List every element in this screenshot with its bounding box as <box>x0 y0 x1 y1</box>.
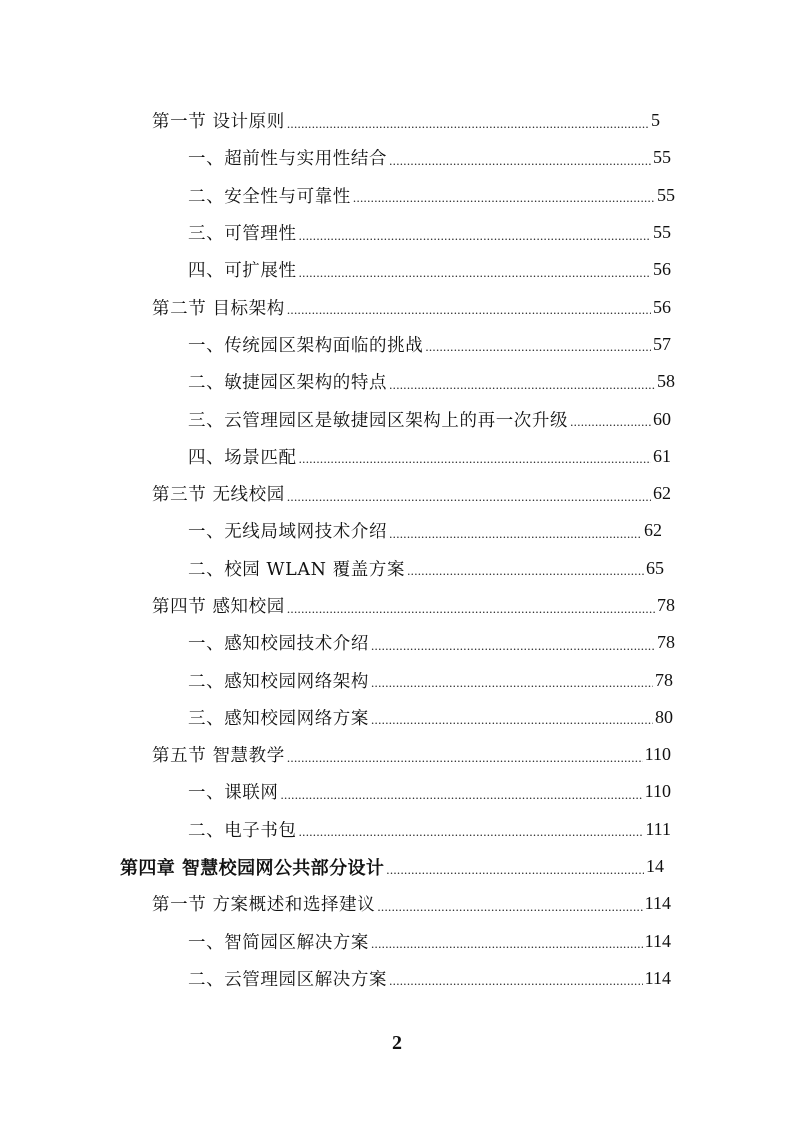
toc-entry-title: 一、超前性与实用性结合 <box>188 149 388 170</box>
toc-entry-title: 第五节 智慧教学 <box>152 746 285 767</box>
dot-leader <box>299 228 651 244</box>
toc-entry[interactable] <box>0 773 794 810</box>
toc-entry-page: 78 <box>657 632 675 653</box>
toc-entry-title: 二、校园 WLAN 覆盖方案 <box>188 559 406 580</box>
toc-entry-page: 114 <box>644 930 671 951</box>
toc-entry-page: 55 <box>653 222 671 243</box>
toc-entry[interactable] <box>0 587 794 624</box>
toc-entry[interactable] <box>0 960 794 997</box>
toc-entry-page: 5 <box>651 110 660 131</box>
toc-entry-title: 四、场景匹配 <box>188 447 297 468</box>
toc-entry-title: 二、云管理园区解决方案 <box>188 969 388 990</box>
toc-entry-title: 第三节 无线校园 <box>152 485 285 506</box>
toc-entry-page: 55 <box>653 147 671 168</box>
toc-entry-page: 110 <box>644 744 671 765</box>
toc-entry[interactable] <box>0 177 794 214</box>
toc-entry-page: 110 <box>644 781 671 802</box>
dot-leader <box>371 936 643 952</box>
toc-entry[interactable] <box>0 512 794 549</box>
toc-entry-title: 一、智简园区解决方案 <box>188 932 369 953</box>
dot-leader <box>389 377 655 393</box>
toc-entry-page: 65 <box>646 557 664 578</box>
toc-entry[interactable] <box>0 288 794 325</box>
toc-entry-page: 58 <box>657 371 675 392</box>
dot-leader <box>570 414 651 430</box>
toc-entry[interactable] <box>0 736 794 773</box>
toc-entry-title: 一、无线局域网技术介绍 <box>188 522 388 543</box>
dot-leader <box>287 601 655 617</box>
dot-leader <box>371 638 655 654</box>
dot-leader <box>425 339 651 355</box>
toc-entry-title: 第二节 目标架构 <box>152 298 285 319</box>
toc-entry-title: 一、课联网 <box>188 783 279 804</box>
toc-entry-page: 56 <box>653 259 671 280</box>
toc-entry[interactable] <box>0 139 794 176</box>
toc-entry-title: 三、可管理性 <box>188 224 297 245</box>
toc-entry[interactable] <box>0 251 794 288</box>
toc-entry-page: 114 <box>644 893 671 914</box>
toc-entry-page: 55 <box>657 184 675 205</box>
toc-entry[interactable] <box>0 923 794 960</box>
toc-entry-page: 56 <box>653 296 671 317</box>
toc-entry[interactable] <box>0 363 794 400</box>
dot-leader <box>299 824 644 840</box>
toc-entry[interactable] <box>0 661 794 698</box>
toc-entry-page: 61 <box>653 445 671 466</box>
dot-leader <box>389 153 651 169</box>
dot-leader <box>389 526 642 542</box>
dot-leader <box>281 787 643 803</box>
dot-leader <box>386 862 644 878</box>
toc-entry-page: 78 <box>655 669 673 690</box>
toc-entry[interactable] <box>0 102 794 139</box>
toc-entry-page: 114 <box>644 967 671 988</box>
toc-entry[interactable] <box>0 438 794 475</box>
toc-entry-page: 80 <box>655 706 673 727</box>
toc-entry[interactable] <box>0 624 794 661</box>
toc-entry[interactable] <box>0 550 794 587</box>
page-number: 2 <box>392 1032 402 1054</box>
toc-entry-title: 二、电子书包 <box>188 820 297 841</box>
toc-entry-page: 60 <box>653 408 671 429</box>
toc-entry-title: 一、感知校园技术介绍 <box>188 634 369 655</box>
dot-leader <box>377 899 642 915</box>
toc-entry[interactable] <box>0 214 794 251</box>
toc-entry-title: 二、感知校园网络架构 <box>188 671 369 692</box>
dot-leader <box>287 116 649 132</box>
dot-leader <box>299 451 651 467</box>
toc-entry-page: 14 <box>646 856 664 877</box>
toc-entry-page: 111 <box>645 818 671 839</box>
toc-entry-page: 62 <box>644 520 662 541</box>
toc-entry-page: 78 <box>657 595 675 615</box>
toc-entry[interactable] <box>0 699 794 736</box>
toc-entry-title: 第四节 感知校园 <box>152 597 285 617</box>
toc-entry-page: 62 <box>653 483 671 504</box>
toc-entry-title: 二、敏捷园区架构的特点 <box>188 373 388 394</box>
toc-entry[interactable] <box>0 400 794 437</box>
table-of-contents <box>0 102 794 997</box>
dot-leader <box>371 712 653 728</box>
toc-chapter-entry[interactable] <box>0 848 794 885</box>
dot-leader <box>353 190 655 206</box>
toc-entry-page: 57 <box>653 333 671 354</box>
dot-leader <box>287 302 651 318</box>
dot-leader <box>299 265 651 281</box>
dot-leader <box>287 750 643 766</box>
toc-entry-title: 第一节 方案概述和选择建议 <box>152 895 376 916</box>
toc-entry[interactable] <box>0 885 794 922</box>
toc-entry-title: 一、传统园区架构面临的挑战 <box>188 335 424 356</box>
dot-leader <box>389 973 643 989</box>
dot-leader <box>287 489 651 505</box>
toc-entry-title: 四、可扩展性 <box>188 261 297 282</box>
toc-entry[interactable] <box>0 475 794 512</box>
toc-entry[interactable] <box>0 326 794 363</box>
toc-entry-title: 第四章 智慧校园网公共部分设计 <box>120 857 385 879</box>
dot-leader <box>371 675 653 691</box>
dot-leader <box>407 563 644 579</box>
toc-entry-title: 第一节 设计原则 <box>152 112 285 133</box>
toc-entry-title: 三、云管理园区是敏捷园区架构上的再一次升级 <box>188 410 569 431</box>
toc-entry[interactable] <box>0 811 794 848</box>
toc-entry-title: 二、安全性与可靠性 <box>188 186 351 207</box>
toc-entry-title: 三、感知校园网络方案 <box>188 708 369 729</box>
